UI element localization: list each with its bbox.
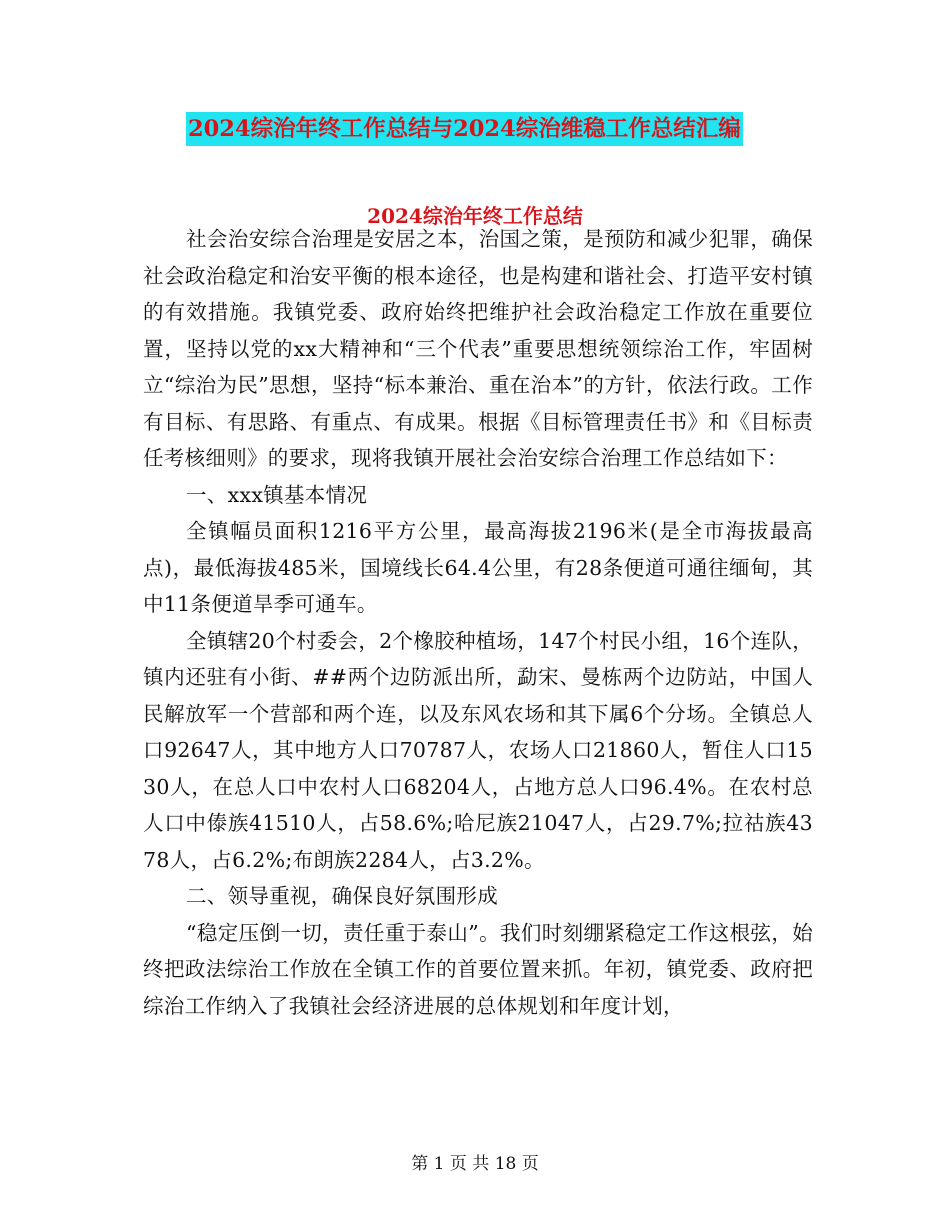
page-footer: 第 1 页 共 18 页 [411,1154,539,1174]
heading-leadership: 二、领导重视，确保良好氛围形成 [186,884,498,908]
paragraph-population: 全镇辖20个村委会，2个橡胶种植场，147个村民小组，16个连队，镇内还驻有小街、##两个边防派出所，勐宋、曼栋两个边防站，中国人民解放军一个营部和两个连，以及东风农场和其下属6个分场。全镇总人口92647人，其中地方人口70787人，农场人口21860人，暂住人口1530人，在总人口中农村人口68204人，占地方总人口96.4%。在农村总人口中傣族41510人，占58.6%;哈尼族21047人，占29.7%;拉祜族4378人，占6.2%;布朗族2284人，占3.2%。 [143,628,813,872]
document-title: 2024综治年终工作总结与2024综治维稳工作总结汇编 [186,112,743,146]
paragraph-intro: 社会治安综合治理是安居之本，治国之策，是预防和减少犯罪，确保社会政治稳定和治安平衡的根本途径，也是构建和谐社会、打造平安村镇的有效措施。我镇党委、政府始终把维护社会政治稳定工作放在重要位置，坚持以党的xx大精神和“三个代表”重要思想统领综治工作，牢固树立“综治为民”思想，坚持“标本兼治、重在治本”的方针，依法行政。工作有目标、有思路、有重点、有成果。根据《目标管理责任书》和《目标责任考核细则》的要求，现将我镇开展社会治安综合治理工作总结如下： [143,227,813,470]
paragraph-area: 全镇幅员面积1216平方公里，最高海拔2196米(是全市海拔最高点)，最低海拔485米，国境线长64.4公里，有28条便道可通往缅甸，其中11条便道旱季可通车。 [143,519,813,616]
heading-basic-situation: 一、xxx镇基本情况 [186,482,368,507]
section-title: 2024综治年终工作总结 [367,204,583,228]
paragraph-stability: “稳定压倒一切，责任重于泰山”。我们时刻绷紧稳定工作这根弦，始终把政法综治工作放在全镇工作的首要位置来抓。年初，镇党委、政府把综治工作纳入了我镇社会经济进展的总体规划和年度计划， [143,920,813,1018]
document-body [143,221,813,1024]
